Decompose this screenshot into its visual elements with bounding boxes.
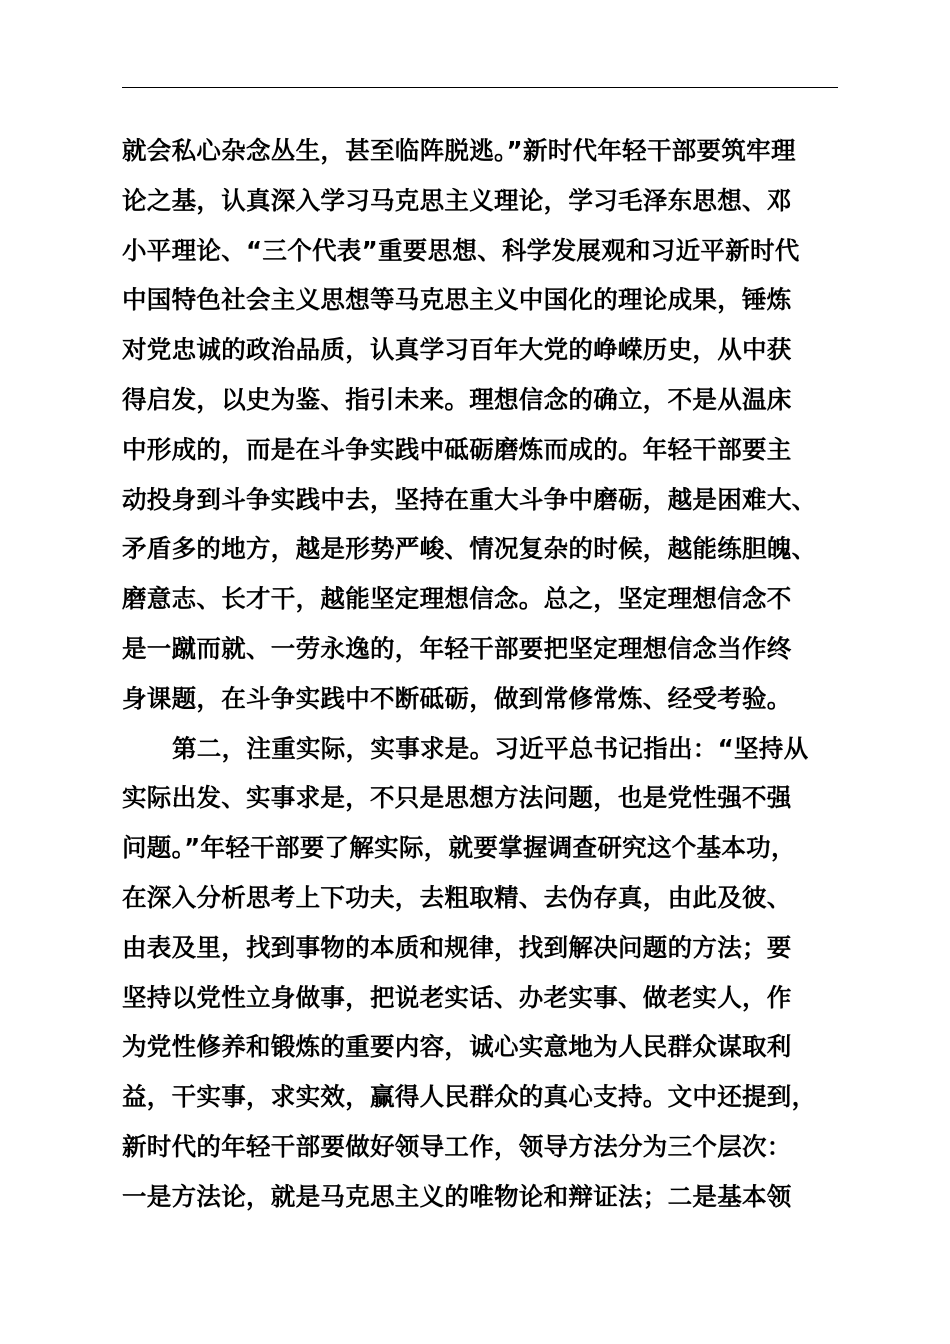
text-line: 益，干实事，求实效，赢得人民群众的真心支持。文中还提到， xyxy=(122,1082,817,1112)
text-line: 新时代的年轻干部要做好领导工作，领导方法分为三个层次： xyxy=(122,1131,792,1161)
text-line: 论之基，认真深入学习马克思主义理论，学习毛泽东思想、邓 xyxy=(122,185,792,215)
text-line: 中国特色社会主义思想等马克思主义中国化的理论成果，锤炼 xyxy=(122,285,792,315)
text-line: 磨意志、长才干，越能坚定理想信念。总之，坚定理想信念不 xyxy=(122,584,792,614)
header-rule xyxy=(122,87,838,88)
text-line: 身课题，在斗争实践中不断砥砺，做到常修常炼、经受考验。 xyxy=(122,683,792,713)
text-line: 是一蹴而就、一劳永逸的，年轻干部要把坚定理想信念当作终 xyxy=(122,633,792,663)
paragraph-start-line: 第二，注重实际，实事求是。习近平总书记指出：“坚持从 xyxy=(172,733,809,763)
text-line: 坚持以党性立身做事，把说老实话、办老实事、做老实人，作 xyxy=(122,982,792,1012)
body-text xyxy=(122,126,862,1222)
text-line: 中形成的，而是在斗争实践中砥砺磨炼而成的。年轻干部要主 xyxy=(122,434,792,464)
text-line: 由表及里，找到事物的本质和规律，找到解决问题的方法；要 xyxy=(122,932,792,962)
text-line: 在深入分析思考上下功夫，去粗取精、去伪存真，由此及彼、 xyxy=(122,882,792,912)
text-line: 一是方法论，就是马克思主义的唯物论和辩证法；二是基本领 xyxy=(122,1181,792,1211)
text-line: 矛盾多的地方，越是形势严峻、情况复杂的时候，越能练胆魄、 xyxy=(122,534,817,564)
text-line: 就会私心杂念丛生，甚至临阵脱逃。”新时代年轻干部要筑牢理 xyxy=(122,136,796,165)
text-line: 对党忠诚的政治品质，认真学习百年大党的峥嵘历史，从中获 xyxy=(122,335,792,365)
text-line: 动投身到斗争实践中去，坚持在重大斗争中磨砺，越是困难大、 xyxy=(122,484,817,514)
text-line: 为党性修养和锻炼的重要内容，诚心实意地为人民群众谋取利 xyxy=(122,1032,792,1062)
text-line: 得启发，以史为鉴、指引未来。理想信念的确立，不是从温床 xyxy=(122,384,792,414)
text-line: 实际出发、实事求是，不只是思想方法问题，也是党性强不强 xyxy=(122,783,792,813)
text-line: 问题。”年轻干部要了解实际，就要掌握调查研究这个基本功， xyxy=(122,833,796,863)
text-line: 小平理论、“三个代表”重要思想、科学发展观和习近平新时代 xyxy=(122,235,800,265)
